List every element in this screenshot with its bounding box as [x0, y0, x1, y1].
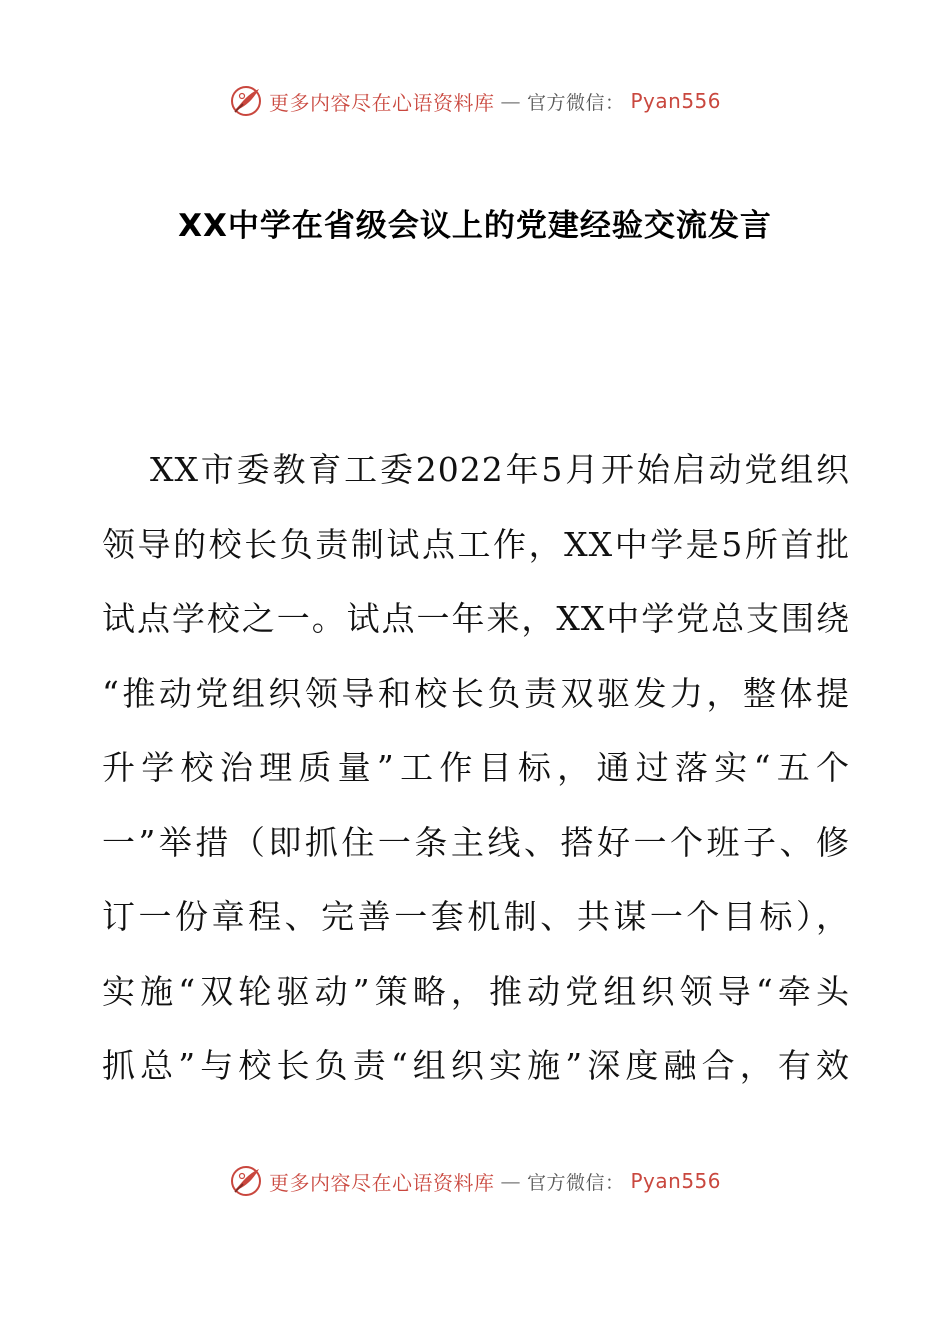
watermark-id: Pyan556 — [630, 89, 722, 113]
body-line: 领导的校长负责制试点工作，XX中学是5所首批 — [102, 524, 850, 564]
watermark-separator: — — [500, 1169, 521, 1193]
watermark-separator: — — [500, 89, 521, 113]
feather-quill-icon — [229, 1164, 263, 1198]
document-body — [102, 444, 850, 1115]
body-line: 实施“双轮驱动”策略，推动党组织领导“牵头 — [102, 971, 850, 1011]
watermark-text: 更多内容尽在心语资料库 — [268, 90, 495, 115]
body-line: 一”举措（即抓住一条主线、搭好一个班子、修 — [102, 822, 850, 862]
body-line: “推动党组织领导和校长负责双驱发力，整体提 — [102, 673, 850, 713]
body-line: 抓总”与校长负责“组织实施”深度融合，有效 — [102, 1046, 850, 1085]
header-watermark — [0, 84, 950, 118]
feather-quill-icon — [229, 84, 263, 118]
body-line: 试点学校之一。试点一年来，XX中学党总支围绕 — [102, 599, 850, 638]
body-line: 升学校治理质量”工作目标，通过落实“五个 — [102, 748, 850, 787]
watermark-label: 官方微信： — [526, 91, 625, 114]
body-line: 订一份章程、完善一套机制、共谋一个目标）， — [102, 897, 850, 936]
document-title: XX中学在省级会议上的党建经验交流发言 — [178, 208, 772, 244]
watermark-text: 更多内容尽在心语资料库 — [268, 1170, 495, 1195]
footer-watermark — [0, 1164, 950, 1198]
body-line: XX市委教育工委2022年5月开始启动党组织 — [150, 450, 850, 489]
watermark-id: Pyan556 — [630, 1169, 722, 1193]
watermark-label: 官方微信： — [526, 1171, 625, 1194]
